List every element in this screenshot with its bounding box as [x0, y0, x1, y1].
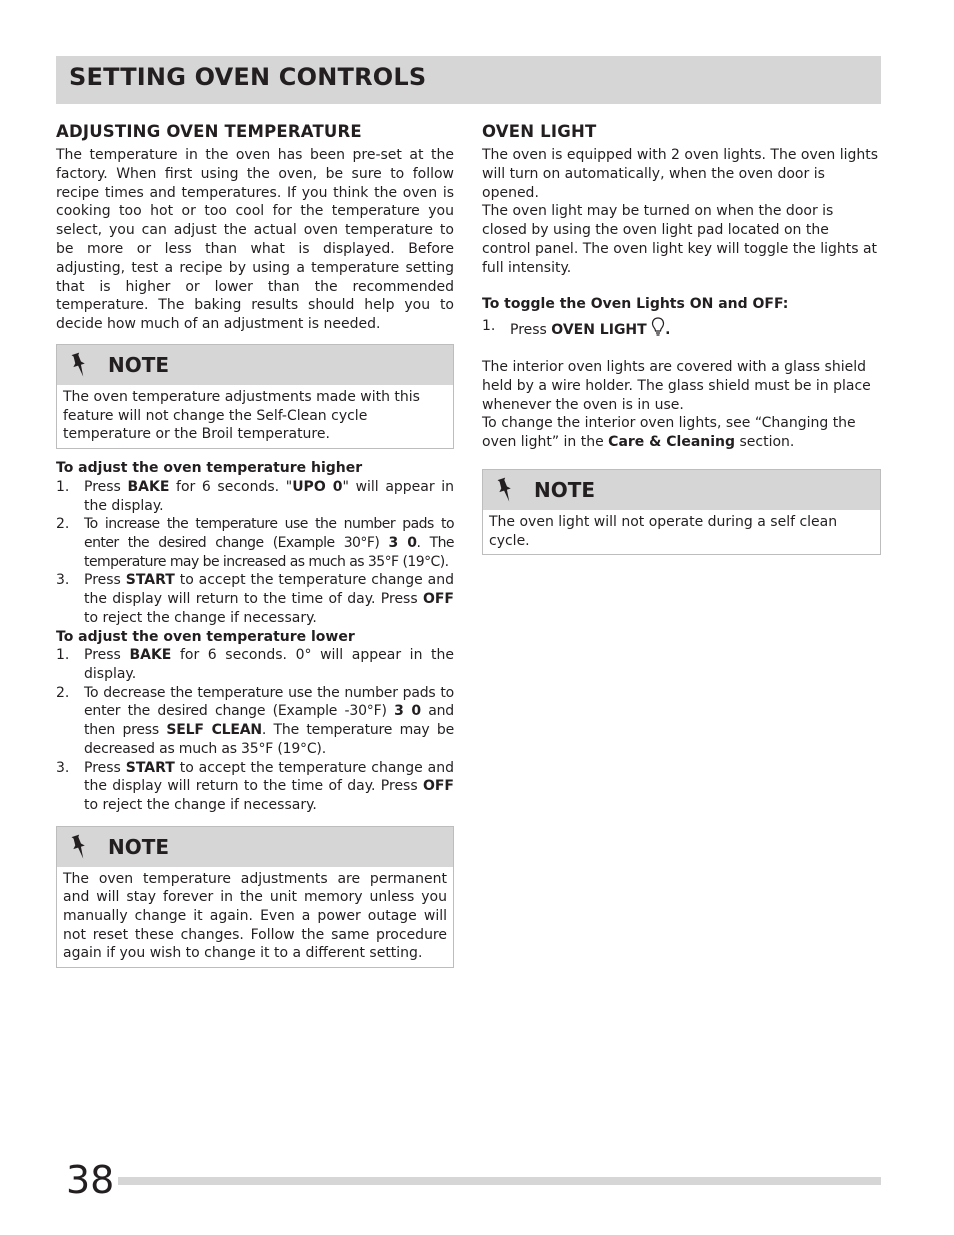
page-title: SETTING OVEN CONTROLS — [69, 63, 427, 91]
note-box-1 — [56, 344, 454, 449]
note-text: The oven temperature adjustments made with this feature will not change the Self-Clean cycle temperature or the Broil temperature. — [63, 388, 420, 443]
adjust-lower-steps — [56, 646, 454, 814]
adjust-lower-heading: To adjust the oven temperature lower — [56, 628, 355, 645]
note-text: The oven temperature adjustments are permanent and will stay forever in the unit memory unless you manually change it again. Even a power outage will not reset these changes. Follow the same procedure again if you wish to change it to a different setting. — [63, 870, 447, 962]
adjust-higher-heading: To adjust the oven temperature higher — [56, 460, 363, 477]
note-header — [57, 827, 453, 867]
note-label: NOTE — [108, 352, 170, 377]
adjust-higher-steps — [56, 478, 454, 628]
note-box-2 — [56, 826, 454, 969]
header-bar — [56, 56, 881, 104]
page-number: 38 — [66, 1158, 118, 1202]
pushpin-icon — [69, 833, 91, 861]
section-title-adjusting: ADJUSTING OVEN TEMPERATURE — [56, 122, 362, 141]
oven-light-paragraph-2: The oven light may be turned on when the door is closed by using the oven light pad located on the control panel. The oven light key will toggle the lights at full intensity. — [482, 203, 878, 276]
section-title-oven-light: OVEN LIGHT — [482, 122, 597, 141]
light-bulb-icon — [651, 317, 665, 337]
adjust-lower-section — [56, 628, 454, 815]
list-item: 3. Press START to accept the temperature change and the display will return to the time of day. Press OFF to reject the change if necessary. — [56, 572, 454, 626]
right-column — [482, 122, 881, 555]
list-item: 2. To increase the temperature use the number pads to enter the desired change (Example 30°F) 3 0. The temperature may be increased as much as 35°F (19°C). — [56, 516, 454, 570]
note-box-3 — [482, 469, 881, 555]
list-item: 1. Press BAKE for 6 seconds. 0° will appear in the display. — [56, 647, 455, 682]
left-column — [56, 122, 454, 968]
note-text: The oven light will not operate during a self clean cycle. — [489, 514, 838, 549]
toggle-heading: To toggle the Oven Lights ON and OFF: — [482, 295, 789, 312]
oven-light-paragraph-4: To change the interior oven lights, see “Changing the oven light” in the Care & Cleaning section. — [482, 415, 856, 451]
footer-bar — [90, 1177, 881, 1185]
oven-light-paragraph-1: The oven is equipped with 2 oven lights. The oven lights will turn on automatically, when the oven door is opened. — [482, 147, 879, 201]
pushpin-icon — [69, 351, 91, 379]
note-header — [483, 470, 880, 510]
list-item: 1. Press BAKE for 6 seconds. "UPO 0" will appear in the display. — [56, 478, 455, 514]
intro-paragraph: The temperature in the oven has been pre-set at the factory. When first using the oven, be sure to follow recipe times and temperatures. If you think the oven is cooking too hot or too cool for the temperature you select, you can adjust the actual oven temperature to be more or less than what is displayed. Before adjusting, test a recipe by using a temperature setting that is higher or lower than the recommended temperature. The baking results should help you to decide how much of an adjustment is needed. — [56, 147, 454, 333]
note-label: NOTE — [534, 478, 596, 503]
note-header — [57, 345, 453, 385]
list-item: 1. Press OVEN LIGHT . — [482, 318, 671, 339]
list-item: 2. To decrease the temperature use the number pads to enter the desired change (Example -30°F) 3 0 and then press SELF CLEAN. The temperature may be decreased as much as 35°F (19°C). — [56, 684, 454, 757]
oven-light-paragraph-3: The interior oven lights are covered with a glass shield held by a wire holder. The glass shield must be in place whenever the oven is in use. — [482, 359, 871, 413]
pushpin-icon — [495, 476, 517, 504]
note-label: NOTE — [108, 834, 170, 859]
list-item: 3. Press START to accept the temperature change and the display will return to the time of day. Press OFF to reject the change if necessary. — [56, 759, 454, 813]
adjust-higher-section — [56, 459, 454, 627]
toggle-steps — [482, 317, 881, 340]
